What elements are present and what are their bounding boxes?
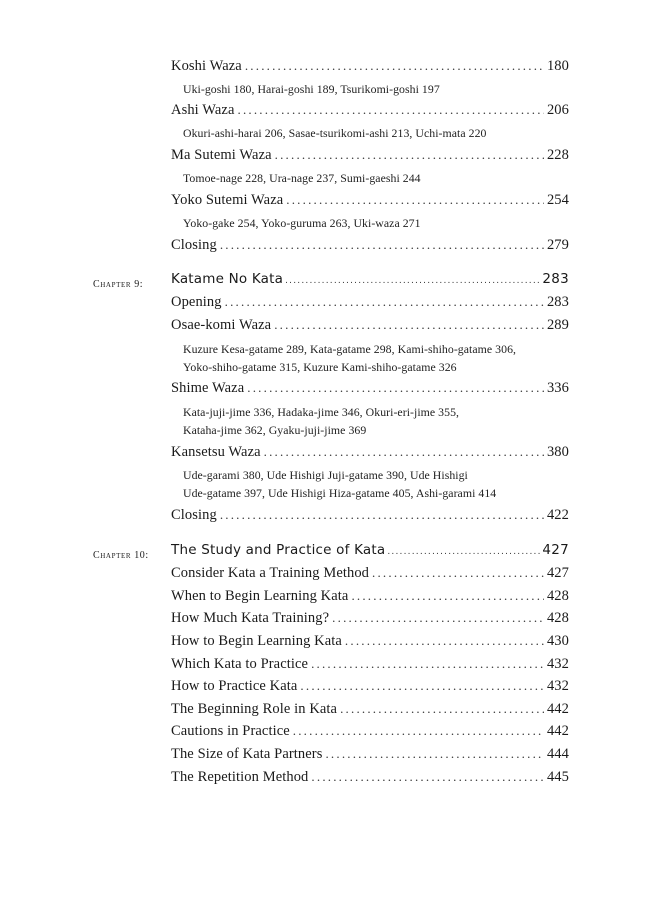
entry-title: The Beginning Role in Kata <box>171 701 338 717</box>
toc-entry <box>171 588 569 610</box>
toc-entry <box>171 701 569 723</box>
toc-entry <box>171 633 569 655</box>
entry-title: How to Practice Kata <box>171 678 298 694</box>
toc-entry-koshi-waza <box>171 58 569 80</box>
toc-subentries-ma-sutemi-waza <box>183 169 569 187</box>
subentry-line: Ude-garami 380, Ude Hishigi Juji-gatame 390, Ude Hishigi <box>183 468 468 482</box>
subentry-line: Kataha-jime 362, Gyaku-juji-jime 369 <box>183 423 367 437</box>
toc-entry <box>171 610 569 632</box>
chapter-title: Katame No Kata <box>171 271 284 287</box>
leader-dots <box>238 102 544 118</box>
leader-dots <box>340 701 544 717</box>
chapter-label: Chapter 9: <box>93 279 144 290</box>
entry-title: Shime Waza <box>171 380 245 396</box>
entry-title: Which Kata to Practice <box>171 656 309 672</box>
entry-title: Koshi Waza <box>171 58 242 74</box>
leader-dots <box>285 276 540 286</box>
subentry-line: Tomoe-nage 228, Ura-nage 237, Sumi-gaeshi 244 <box>183 171 421 185</box>
leader-dots <box>387 547 540 557</box>
chapter-10-heading <box>93 542 569 564</box>
toc-entry <box>171 769 569 791</box>
chapter-9-heading <box>93 271 569 293</box>
entry-page: 254 <box>546 192 569 208</box>
entry-page: 428 <box>546 588 569 604</box>
entry-page: 283 <box>546 294 569 310</box>
entry-page: 427 <box>546 565 569 581</box>
chapter-title-row <box>171 271 569 293</box>
entry-title: The Size of Kata Partners <box>171 746 323 762</box>
chapter-page: 427 <box>542 542 569 558</box>
leader-dots <box>372 565 544 581</box>
entry-page: 432 <box>546 656 569 672</box>
leader-dots <box>245 58 544 74</box>
entry-page: 430 <box>546 633 569 649</box>
subentry-line: Ude-gatame 397, Ude Hishigi Hiza-gatame 405, Ashi-garami 414 <box>183 486 497 500</box>
leader-dots <box>311 769 544 785</box>
entry-title: How to Begin Learning Kata <box>171 633 342 649</box>
leader-dots <box>332 610 544 626</box>
entry-title: Ma Sutemi Waza <box>171 147 272 163</box>
entry-title: Consider Kata a Training Method <box>171 565 370 581</box>
subentry-line: Okuri-ashi-harai 206, Sasae-tsurikomi-ashi 213, Uchi-mata 220 <box>183 126 487 140</box>
entry-title: How Much Kata Training? <box>171 610 330 626</box>
toc-subentries-ashi-waza <box>183 124 569 142</box>
toc-subentries-koshi-waza <box>183 80 569 98</box>
entry-page: 422 <box>546 507 569 523</box>
toc-entry-kansetsu-waza <box>171 444 569 466</box>
toc-entry <box>171 565 569 587</box>
entry-page: 228 <box>546 147 569 163</box>
entry-page: 279 <box>546 237 569 253</box>
toc-subentries-yoko-sutemi-waza <box>183 214 569 232</box>
toc-subentries-shime-waza <box>183 403 569 439</box>
entry-title: Cautions in Practice <box>171 723 290 739</box>
leader-dots <box>274 317 544 333</box>
chapter-title-row <box>171 542 569 564</box>
toc-entry <box>171 656 569 678</box>
toc-entry-yoko-sutemi-waza <box>171 192 569 214</box>
leader-dots <box>293 723 544 739</box>
chapter-title: The Study and Practice of Kata <box>171 542 386 558</box>
entry-title: The Repetition Method <box>171 769 309 785</box>
entry-title: Opening <box>171 294 222 310</box>
leader-dots <box>225 294 544 310</box>
entry-page: 206 <box>546 102 569 118</box>
entry-title: Closing <box>171 507 217 523</box>
leader-dots <box>286 192 544 208</box>
entry-page: 442 <box>546 723 569 739</box>
leader-dots <box>275 147 544 163</box>
entry-page: 428 <box>546 610 569 626</box>
entry-title: Yoko Sutemi Waza <box>171 192 284 208</box>
toc-entry-shime-waza <box>171 380 569 402</box>
chapter-page: 283 <box>542 271 569 287</box>
leader-dots <box>351 588 543 604</box>
entry-page: 380 <box>546 444 569 460</box>
leader-dots <box>325 746 543 762</box>
leader-dots <box>264 444 544 460</box>
entry-page: 180 <box>546 58 569 74</box>
entry-page: 289 <box>546 317 569 333</box>
toc-entry-osae-komi-waza <box>171 317 569 339</box>
leader-dots <box>220 237 544 253</box>
entry-title: Closing <box>171 237 217 253</box>
toc-entry-closing <box>171 237 569 259</box>
entry-page: 442 <box>546 701 569 717</box>
leader-dots <box>247 380 544 396</box>
toc-entry <box>171 723 569 745</box>
subentry-line: Kata-juji-jime 336, Hadaka-jime 346, Okuri-eri-jime 355, <box>183 405 460 419</box>
leader-dots <box>300 678 544 694</box>
toc-subentries-kansetsu-waza <box>183 466 569 502</box>
entry-page: 432 <box>546 678 569 694</box>
entry-title: Kansetsu Waza <box>171 444 261 460</box>
entry-page: 444 <box>546 746 569 762</box>
toc-entry-ma-sutemi-waza <box>171 147 569 169</box>
toc-entry-closing <box>171 507 569 529</box>
entry-title: Osae-komi Waza <box>171 317 272 333</box>
subentry-line: Yoko-gake 254, Yoko-guruma 263, Uki-waza 271 <box>183 216 421 230</box>
subentry-line: Yoko-shiho-gatame 315, Kuzure Kami-shiho-gatame 326 <box>183 360 457 374</box>
entry-page: 336 <box>546 380 569 396</box>
chapter-label: Chapter 10: <box>93 550 149 561</box>
leader-dots <box>220 507 544 523</box>
toc-subentries-osae-komi-waza <box>183 340 569 376</box>
subentry-line: Kuzure Kesa-gatame 289, Kata-gatame 298, Kami-shiho-gatame 306, <box>183 342 517 356</box>
entry-title: When to Begin Learning Kata <box>171 588 349 604</box>
entry-page: 445 <box>546 769 569 785</box>
entry-title: Ashi Waza <box>171 102 235 118</box>
subentry-line: Uki-goshi 180, Harai-goshi 189, Tsurikomi-goshi 197 <box>183 82 440 96</box>
leader-dots <box>311 656 544 672</box>
toc-entry <box>171 746 569 768</box>
toc-entry-ashi-waza <box>171 102 569 124</box>
toc-entry-opening <box>171 294 569 316</box>
toc-entry <box>171 678 569 700</box>
leader-dots <box>345 633 544 649</box>
